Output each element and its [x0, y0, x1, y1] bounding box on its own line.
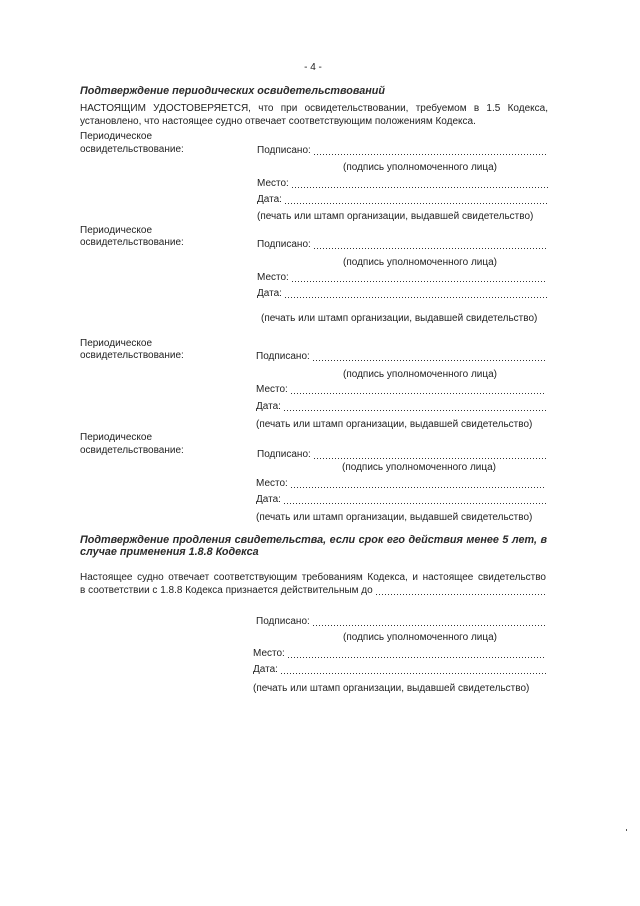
survey-label-line-2: освидетельствование: [80, 237, 184, 248]
dotted-leader [314, 248, 547, 249]
intro-line-2: установлено, что настоящее судно отвечает соответствующим положениям Кодекса. [80, 116, 476, 127]
page-number: - 4 - [304, 62, 322, 73]
date-label: Дата: [256, 401, 281, 412]
signed-label: Подписано: [256, 616, 310, 627]
signature-caption: (подпись уполномоченного лица) [342, 462, 496, 473]
signed-label: Подписано: [257, 145, 311, 156]
signature-caption: (подпись уполномоченного лица) [343, 257, 497, 268]
date-field [257, 288, 547, 300]
extension-text-line-2: в соответствии с 1.8.8 Кодекса признается действительным до [80, 585, 373, 596]
survey-label-line-1: Периодическое [80, 131, 153, 142]
section-heading-periodic: Подтверждение периодических освидетельствований [80, 85, 385, 97]
section-heading-extension-line-2: случае применения 1.8.8 Кодекса [80, 546, 259, 558]
dotted-leader [291, 393, 546, 394]
dotted-leader [314, 154, 548, 155]
date-label: Дата: [257, 194, 282, 205]
signed-label: Подписано: [257, 239, 311, 250]
survey-label-line-1: Периодическое [80, 432, 153, 443]
place-label: Место: [253, 648, 285, 659]
scan-speck [626, 829, 627, 831]
date-label: Дата: [253, 664, 278, 675]
valid-until-field [80, 585, 546, 597]
signed-label: Подписано: [257, 449, 311, 460]
place-field [257, 272, 547, 284]
date-field [257, 194, 548, 206]
date-field [256, 401, 546, 413]
seal-caption: (печать или штамп организации, выдавшей свидетельство) [257, 211, 534, 222]
signed-label: Подписано: [256, 351, 310, 362]
signature-caption: (подпись уполномоченного лица) [343, 632, 497, 643]
survey-label-line-1: Периодическое [80, 225, 153, 236]
date-field [256, 494, 546, 506]
signed-field [257, 449, 546, 461]
place-label: Место: [256, 384, 288, 395]
signed-field [257, 145, 548, 157]
seal-caption: (печать или штамп организации, выдавшей свидетельство) [256, 419, 533, 430]
dotted-leader [292, 187, 548, 188]
survey-label-line-2: освидетельствование: [80, 144, 184, 155]
survey-label-line-1: Периодическое [80, 338, 153, 349]
place-field [257, 178, 548, 190]
extension-text-line-1: Настоящее судно отвечает соответствующим требованиям Кодекса, и настоящее свидетельство [80, 572, 546, 583]
survey-label-line-2: освидетельствование: [80, 445, 184, 456]
dotted-leader [285, 203, 548, 204]
signed-field [257, 239, 547, 251]
date-label: Дата: [257, 288, 282, 299]
dotted-leader [284, 410, 546, 411]
dotted-leader [313, 625, 546, 626]
date-label: Дата: [256, 494, 281, 505]
seal-caption: (печать или штамп организации, выдавшей свидетельство) [261, 313, 538, 324]
dotted-leader [314, 458, 546, 459]
dotted-leader [285, 297, 547, 298]
place-field [256, 384, 546, 396]
dotted-leader [288, 657, 546, 658]
dotted-leader [292, 281, 547, 282]
intro-line-1: НАСТОЯЩИМ УДОСТОВЕРЯЕТСЯ, что при освидетельствовании, требуемом в 1.5 Кодекса, [80, 103, 548, 114]
place-field [256, 478, 546, 490]
place-label: Место: [257, 272, 289, 283]
dotted-leader [291, 487, 546, 488]
seal-caption: (печать или штамп организации, выдавшей свидетельство) [253, 683, 530, 694]
dotted-leader [281, 673, 546, 674]
dotted-leader [313, 360, 546, 361]
section-heading-extension-line-1: Подтверждение продления свидетельства, если срок его действия менее 5 лет, в [80, 534, 547, 546]
dotted-leader [376, 594, 546, 595]
place-label: Место: [257, 178, 289, 189]
seal-caption: (печать или штамп организации, выдавшей свидетельство) [256, 512, 533, 523]
date-field [253, 664, 546, 676]
survey-label-line-2: освидетельствование: [80, 350, 184, 361]
signed-field [256, 351, 546, 363]
signature-caption: (подпись уполномоченного лица) [343, 162, 497, 173]
place-label: Место: [256, 478, 288, 489]
signed-field [256, 616, 546, 628]
dotted-leader [284, 503, 546, 504]
place-field [253, 648, 546, 660]
signature-caption: (подпись уполномоченного лица) [343, 369, 497, 380]
